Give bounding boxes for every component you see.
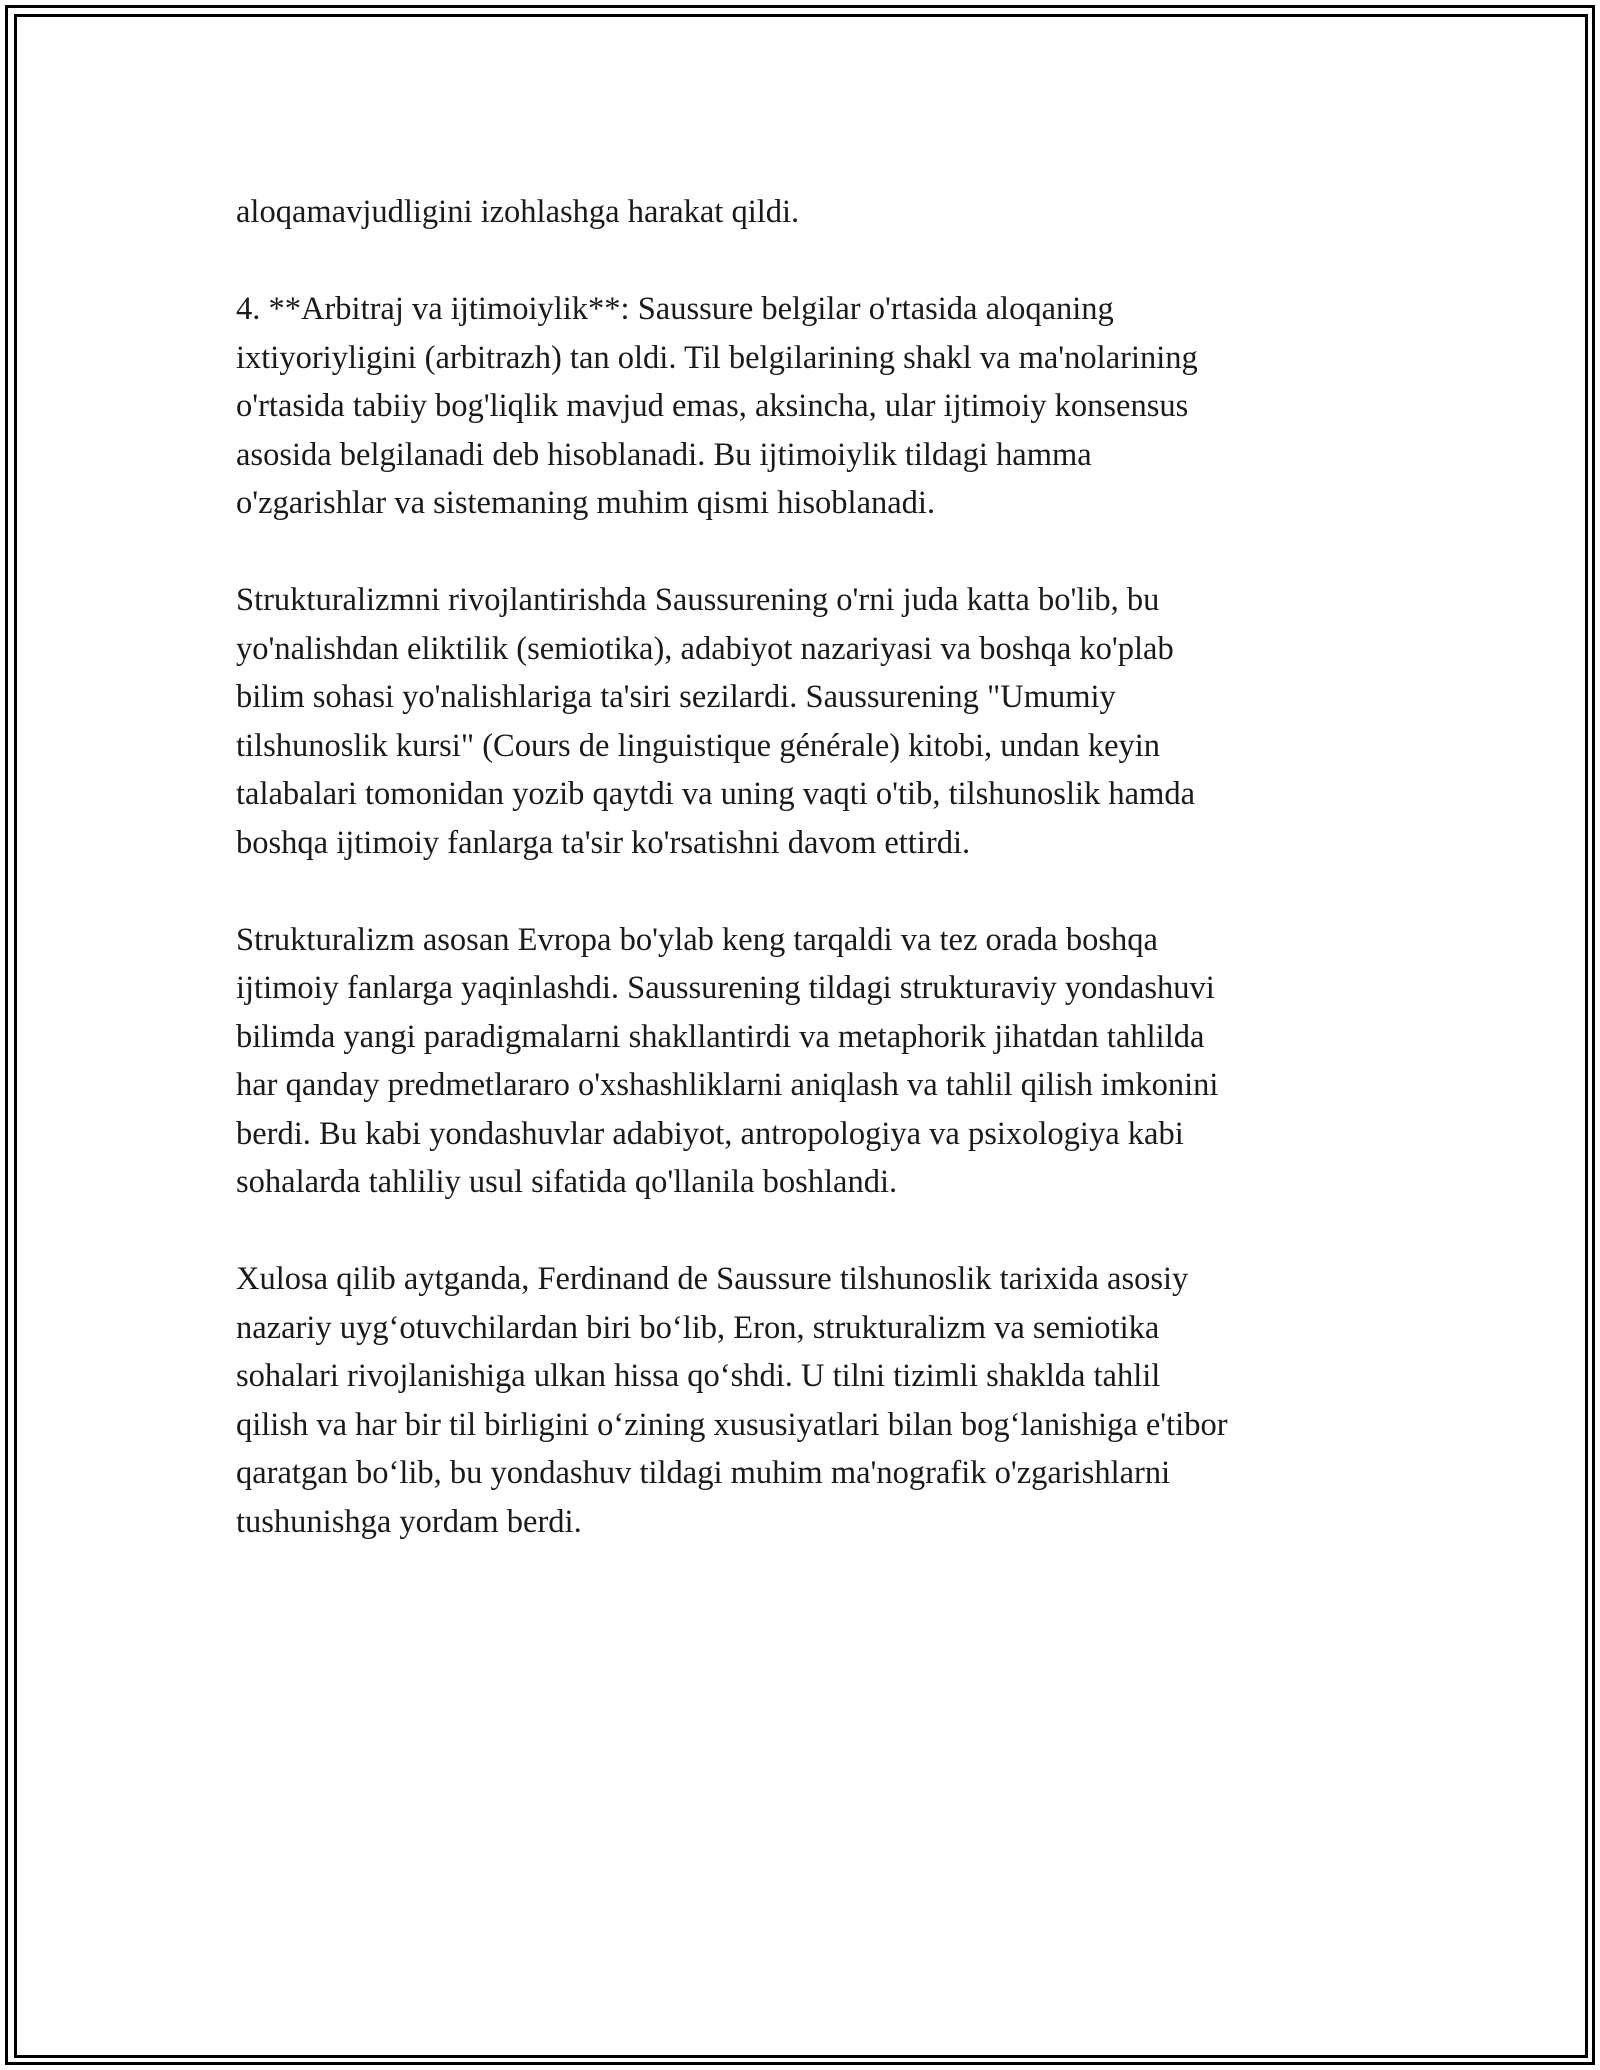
paragraph-arbitrariness: 4. **Arbitraj va ijtimoiylik**: Saussure belgilar o'rtasida aloqaning ixtiyoriyligini (arbitrazh) tan oldi. Til belgilarining shakl va ma'nolarining o'rtasida tabiiy bog'liqlik mavjud emas, aksincha, ular ijtimoiy konsensus asosida belgilanadi deb hisoblanadi. Bu ijtimoiylik tildagi hamma o'zgarishlar va sistemaning muhim qismi hisoblanadi.	[236, 291, 1198, 521]
paragraph-continuation: aloqamavjudligini izohlashga harakat qildi.	[236, 194, 800, 230]
paragraph-conclusion: Xulosa qilib aytganda, Ferdinand de Saussure tilshunoslik tarixida asosiy nazariy uygʻotuvchilardan biri boʻlib, Eron, strukturalizm va semiotika sohalari rivojlanishiga ulkan hissa qoʻshdi. U tilni tizimli shaklda tahlil qilish va har bir til birligini oʻzining xususiyatlari bilan bogʻlanishiga e'tibor qaratgan boʻlib, bu yondashuv tildagi muhim ma'nografik o'zgarishlarni tushunishga yordam berdi.	[236, 1261, 1228, 1540]
document-body	[236, 188, 1386, 1595]
paragraph-structuralism-role: Strukturalizmni rivojlantirishda Saussurening o'rni juda katta bo'lib, bu yo'nalishdan eliktilik (semiotika), adabiyot nazariyasi va boshqa ko'plab bilim sohasi yo'nalishlariga ta'siri sezilardi. Saussurening "Umumiy tilshunoslik kursi" (Cours de linguistique générale) kitobi, undan keyin talabalari tomonidan yozib qaytdi va uning vaqti o'tib, tilshunoslik hamda boshqa ijtimoiy fanlarga ta'sir ko'rsatishni davom ettirdi.	[236, 582, 1196, 861]
paragraph-structuralism-spread: Strukturalizm asosan Evropa bo'ylab keng tarqaldi va tez orada boshqa ijtimoiy fanlarga yaqinlashdi. Saussurening tildagi strukturaviy yondashuvi bilimda yangi paradigmalarni shakllantirdi va metaphorik jihatdan tahlilda har qanday predmetlararo o'xshashliklarni aniqlash va tahlil qilish imkonini berdi. Bu kabi yondashuvlar adabiyot, antropologiya va psixologiya kabi sohalarda tahliliy usul sifatida qo'llanila boshlandi.	[236, 921, 1219, 1200]
